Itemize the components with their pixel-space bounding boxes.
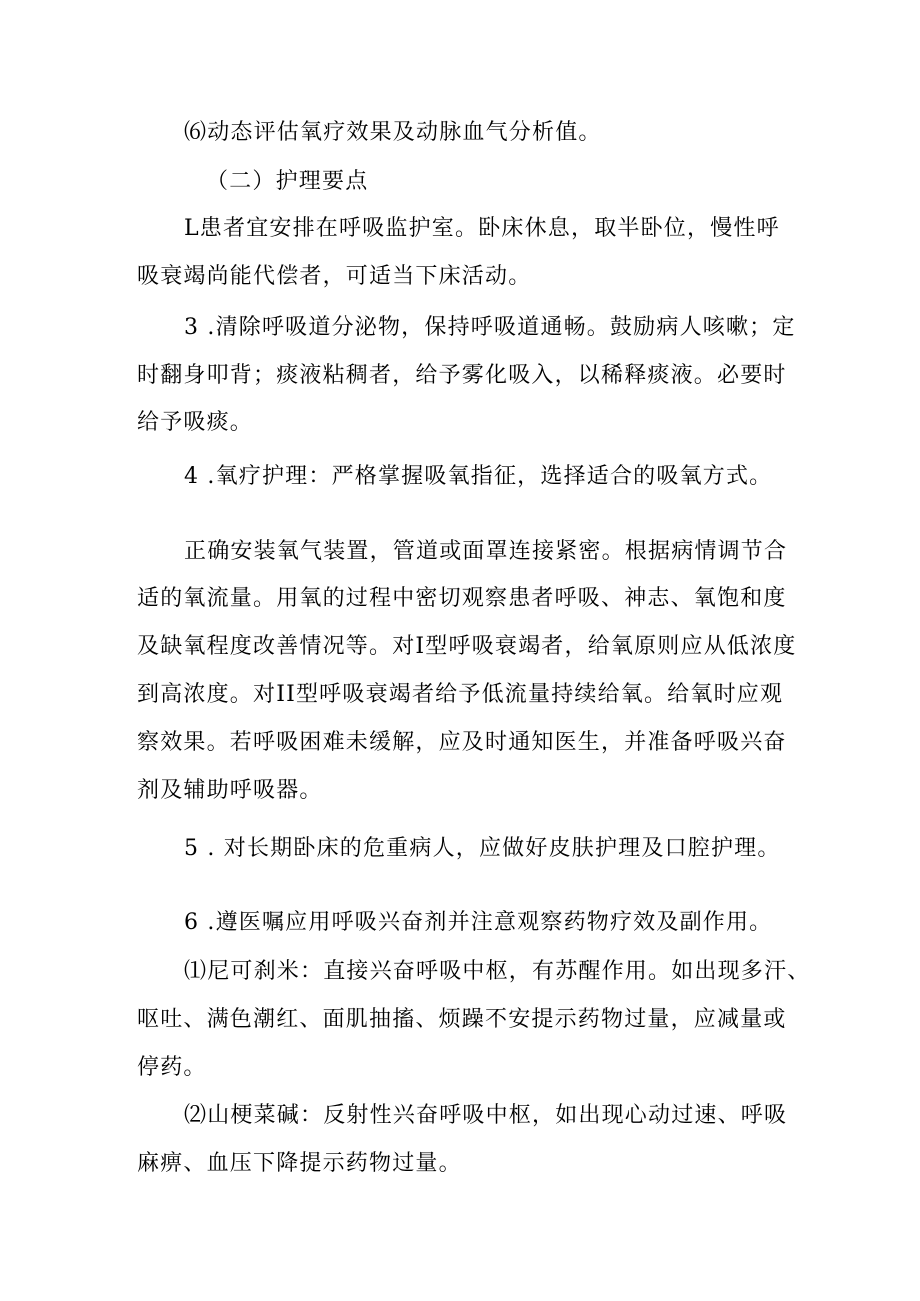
paragraph-line: 5 . 对长期卧床的危重病人，应做好皮肤护理及口腔护理。 (184, 836, 781, 861)
paragraph-line: 4 .氧疗护理：严格掌握吸氧指征，选择适合的吸氧方式。 (184, 464, 773, 489)
paragraph-line: 及缺氧程度改善情况等。对I型呼吸衰竭者，给氧原则应从低浓度 (137, 634, 797, 659)
paragraph-line: ⑹动态评估氧疗效果及动脉血气分析值。 (184, 120, 602, 145)
paragraph-line: 3 .清除呼吸道分泌物，保持呼吸道通畅。鼓励病人咳嗽；定 (184, 315, 796, 340)
paragraph-line: 到高浓度。对II型呼吸衰竭者给予低流量持续给氧。给氧时应观 (137, 682, 784, 707)
paragraph-line: 剂及辅助呼吸器。 (137, 778, 323, 803)
paragraph-line: 正确安装氧气装置，管道或面罩连接紧密。根据病情调节合 (184, 539, 788, 564)
paragraph-line: 适的氧流量。用氧的过程中密切观察患者呼吸、神志、氧饱和度 (137, 586, 787, 611)
paragraph-line: ⑴尼可刹米：直接兴奋呼吸中枢，有苏醒作用。如出现多汗、 (184, 959, 811, 984)
paragraph-line: 给予吸痰。 (137, 410, 254, 435)
section-heading: （二）护理要点 (206, 169, 369, 194)
paragraph-line: 停药。 (137, 1055, 207, 1080)
paragraph-line: 时翻身叩背；痰液粘稠者，给予雾化吸入，以稀释痰液。必要时 (137, 363, 787, 388)
paragraph-line: 6 .遵医嘱应用呼吸兴奋剂并注意观察药物疗效及副作用。 (184, 910, 773, 935)
paragraph-line: 麻痹、血压下降提示药物过量。 (137, 1151, 462, 1176)
paragraph-line: 察效果。若呼吸困难未缓解，应及时通知医生，并准备呼吸兴奋 (137, 730, 787, 755)
paragraph-line: L患者宜安排在呼吸监护室。卧床休息，取半卧位，慢性呼 (184, 216, 780, 241)
paragraph-line: 吸衰竭尚能代偿者，可适当下床活动。 (137, 264, 532, 289)
paragraph-line: ⑵山梗菜碱：反射性兴奋呼吸中枢，如出现心动过速、呼吸 (184, 1103, 788, 1128)
paragraph-line: 呕吐、满色潮红、面肌抽搐、烦躁不安提示药物过量，应减量或 (137, 1007, 787, 1032)
